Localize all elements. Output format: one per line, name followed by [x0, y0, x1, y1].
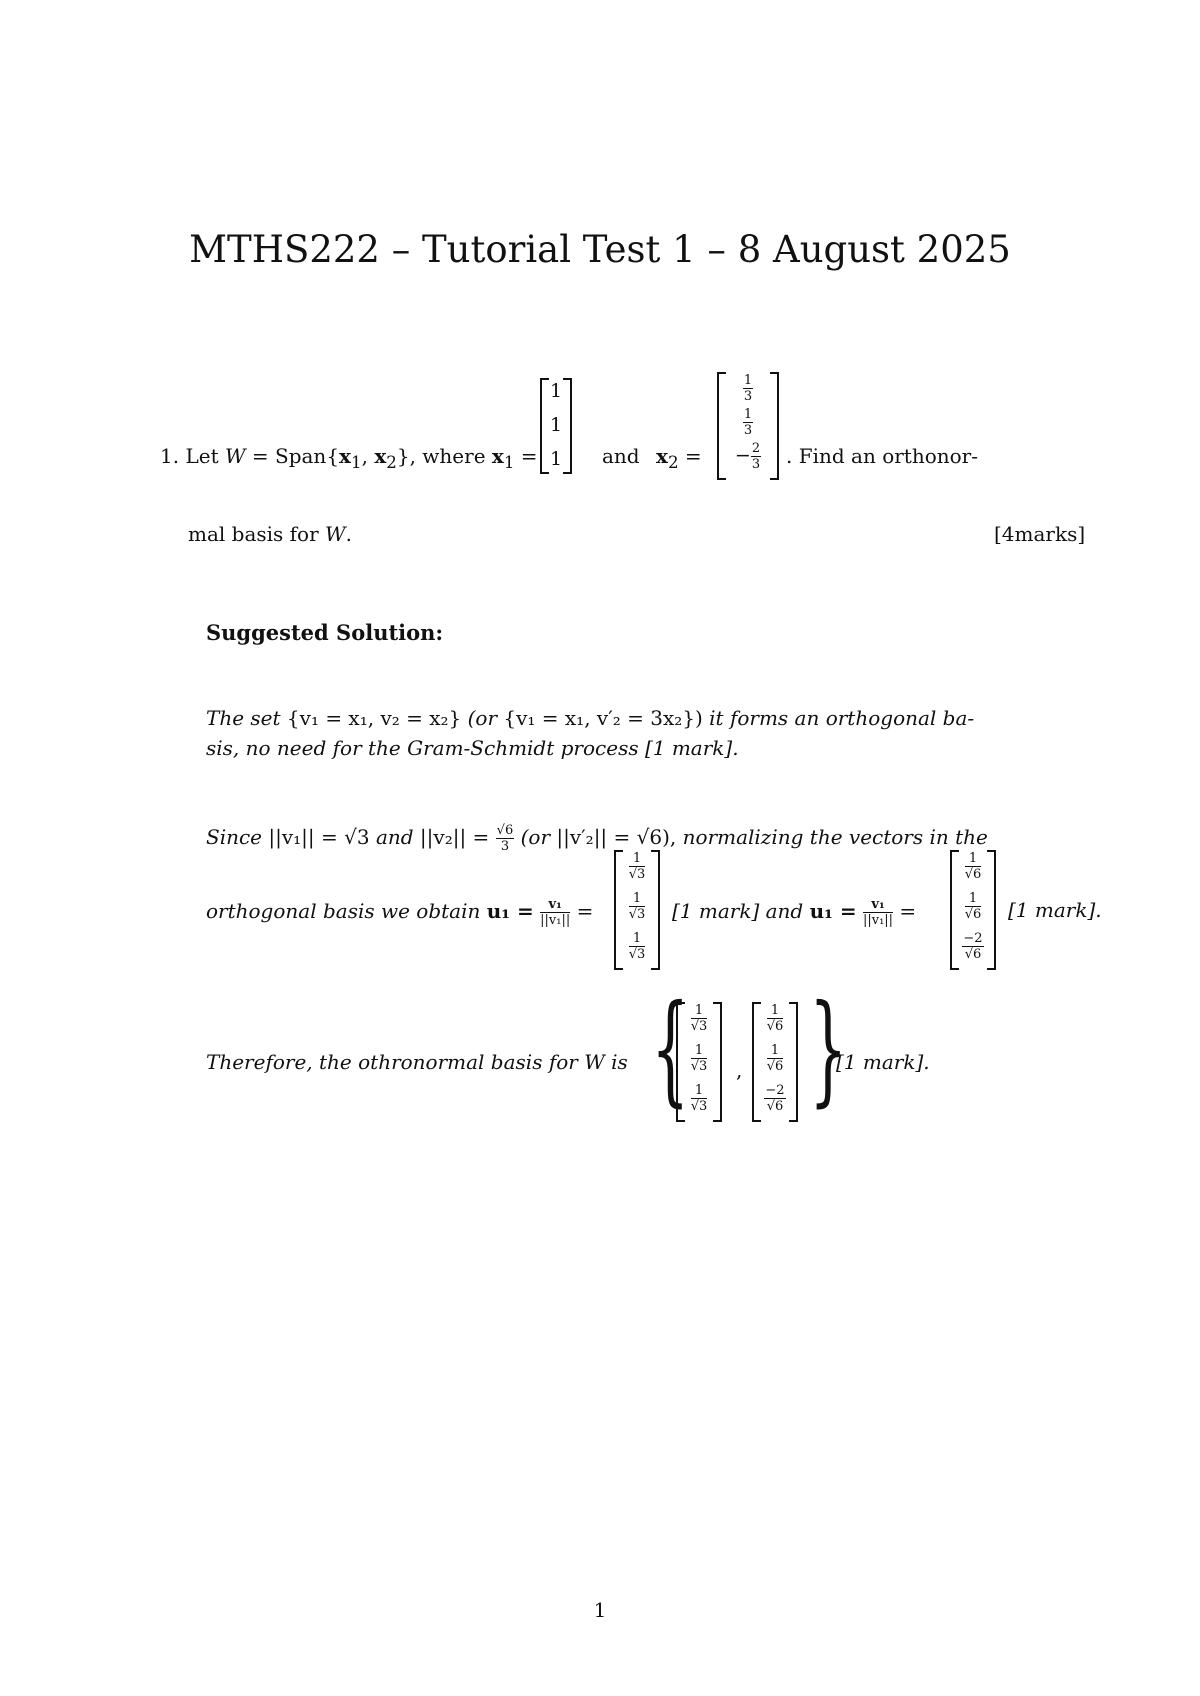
question-1: [160, 444, 538, 472]
vector-entry: 1: [549, 448, 563, 470]
page-title: MTHS222 – Tutorial Test 1 – 8 August 2025: [189, 228, 1011, 271]
sol-math: u₁ =: [486, 899, 534, 923]
q-and: and: [602, 444, 640, 468]
vector-entry: $\frac{1}{√3}$: [690, 1003, 708, 1034]
solution-para-2-line-2b: [672, 898, 916, 927]
sol-var-w: W: [584, 1050, 605, 1074]
solution-para-1: [206, 706, 974, 730]
q-text: = Span{: [251, 444, 340, 468]
q-var-w: W: [224, 444, 246, 468]
q-x1: x: [339, 444, 351, 468]
vector-x2: [717, 372, 779, 480]
vector-entry: $\frac{1}{3}$: [743, 373, 753, 404]
marks-label: [4marks]: [994, 522, 1086, 546]
solution-para-2-line-2a: [206, 898, 593, 927]
sol-math: =: [576, 899, 594, 923]
q-text: }, where: [396, 444, 486, 468]
sol-text: normalizing the vectors in the: [682, 825, 988, 849]
vector-entry: $\frac{1}{√3}$: [628, 851, 646, 882]
vector-entry: $\frac{-2}{√6}$: [963, 931, 983, 962]
left-brace: {: [651, 980, 690, 1119]
vector-entry: 1: [549, 380, 563, 402]
solution-para-1-line-2: sis, no need for the Gram-Schmidt process [1 mark].: [206, 736, 739, 760]
q-x2: x: [656, 444, 668, 468]
sol-text: it forms an orthogonal ba-: [709, 706, 975, 730]
vector-entry: − $\frac{2}{3}$: [734, 441, 761, 472]
sol-frac: $\frac{\text{v₁}}{\text{||v₁||}}$: [540, 897, 571, 928]
solution-heading: Suggested Solution:: [206, 620, 444, 645]
q-sub: 2: [386, 453, 397, 472]
sol-text: [1 mark] and: [672, 899, 804, 923]
vector-entry: $\frac{1}{√6}$: [964, 851, 982, 882]
sol-math: {v₁ = x₁, v₂ = x₂}: [286, 706, 462, 730]
sol-math: u₁ =: [809, 899, 857, 923]
vector-entry: $\frac{1}{√6}$: [766, 1003, 784, 1034]
sol-math: =: [899, 899, 917, 923]
vector-entry: $\frac{1}{√3}$: [628, 931, 646, 962]
q-text: Let: [185, 444, 219, 468]
vector-entry: $\frac{1}{√3}$: [628, 891, 646, 922]
vector-entry: $\frac{1}{√6}$: [766, 1043, 784, 1074]
sol-frac: $\frac{√6}{3}$: [496, 823, 514, 854]
vector-entry: 1: [549, 414, 563, 436]
sol-text: is: [611, 1050, 628, 1074]
q-find: . Find an orthonor-: [786, 444, 978, 468]
page-number: 1: [593, 1598, 607, 1622]
q-text: =: [684, 444, 702, 468]
right-brace: }: [809, 980, 848, 1119]
sol-text: Therefore, the othronormal basis for: [206, 1050, 578, 1074]
q-sub: 1: [350, 453, 362, 472]
sol-text: (or: [520, 825, 550, 849]
sol-math: {v₁ = x₁, v′₂ = 3x₂}): [503, 706, 703, 730]
sol-text: orthogonal basis we obtain: [206, 899, 481, 923]
vector-u1: [614, 850, 660, 970]
sol-math: ||v′₂|| = √6),: [556, 825, 677, 849]
basis-vector-2: [752, 1002, 798, 1122]
q-text: .: [345, 522, 352, 546]
vector-entry: $\frac{1}{3}$: [743, 407, 753, 438]
question-number: 1.: [160, 444, 180, 468]
sol-math: ||v₁|| = √3: [268, 825, 370, 849]
sol-text: Since: [206, 825, 263, 849]
q-text: =: [520, 444, 538, 468]
vector-entry: $\frac{1}{√6}$: [964, 891, 982, 922]
q-x1-label: x: [491, 444, 504, 468]
question-line-2: [188, 522, 352, 546]
q-text: mal basis for: [188, 522, 319, 546]
solution-para-3: [206, 1050, 628, 1074]
vector-u2: [950, 850, 996, 970]
solution-para-2-mark: [1 mark].: [1008, 898, 1102, 922]
solution-para-2: [206, 824, 988, 853]
sol-text: The set: [206, 706, 281, 730]
q-var-w: W: [325, 522, 346, 546]
q-sub: 2: [667, 453, 679, 472]
basis-vector-1: [676, 1002, 722, 1122]
sol-text: and: [375, 825, 414, 849]
q-x2: x: [374, 444, 387, 468]
vector-entry: $\frac{1}{√3}$: [690, 1083, 708, 1114]
sol-math: ||v₂|| =: [419, 825, 490, 849]
vector-entry: $\frac{1}{√3}$: [690, 1043, 708, 1074]
vector-entry: $\frac{-2}{√6}$: [765, 1083, 785, 1114]
sol-frac: $\frac{\text{v₁}}{\text{||v₁||}}$: [862, 897, 894, 928]
vector-x1: [540, 378, 572, 474]
solution-para-3-mark: [1 mark].: [836, 1050, 930, 1074]
basis-comma: ,: [736, 1058, 743, 1082]
q-x2-label: [656, 444, 702, 472]
sol-text: (or: [467, 706, 498, 730]
q-sub: 1: [503, 453, 515, 472]
q-text: ,: [361, 444, 375, 468]
